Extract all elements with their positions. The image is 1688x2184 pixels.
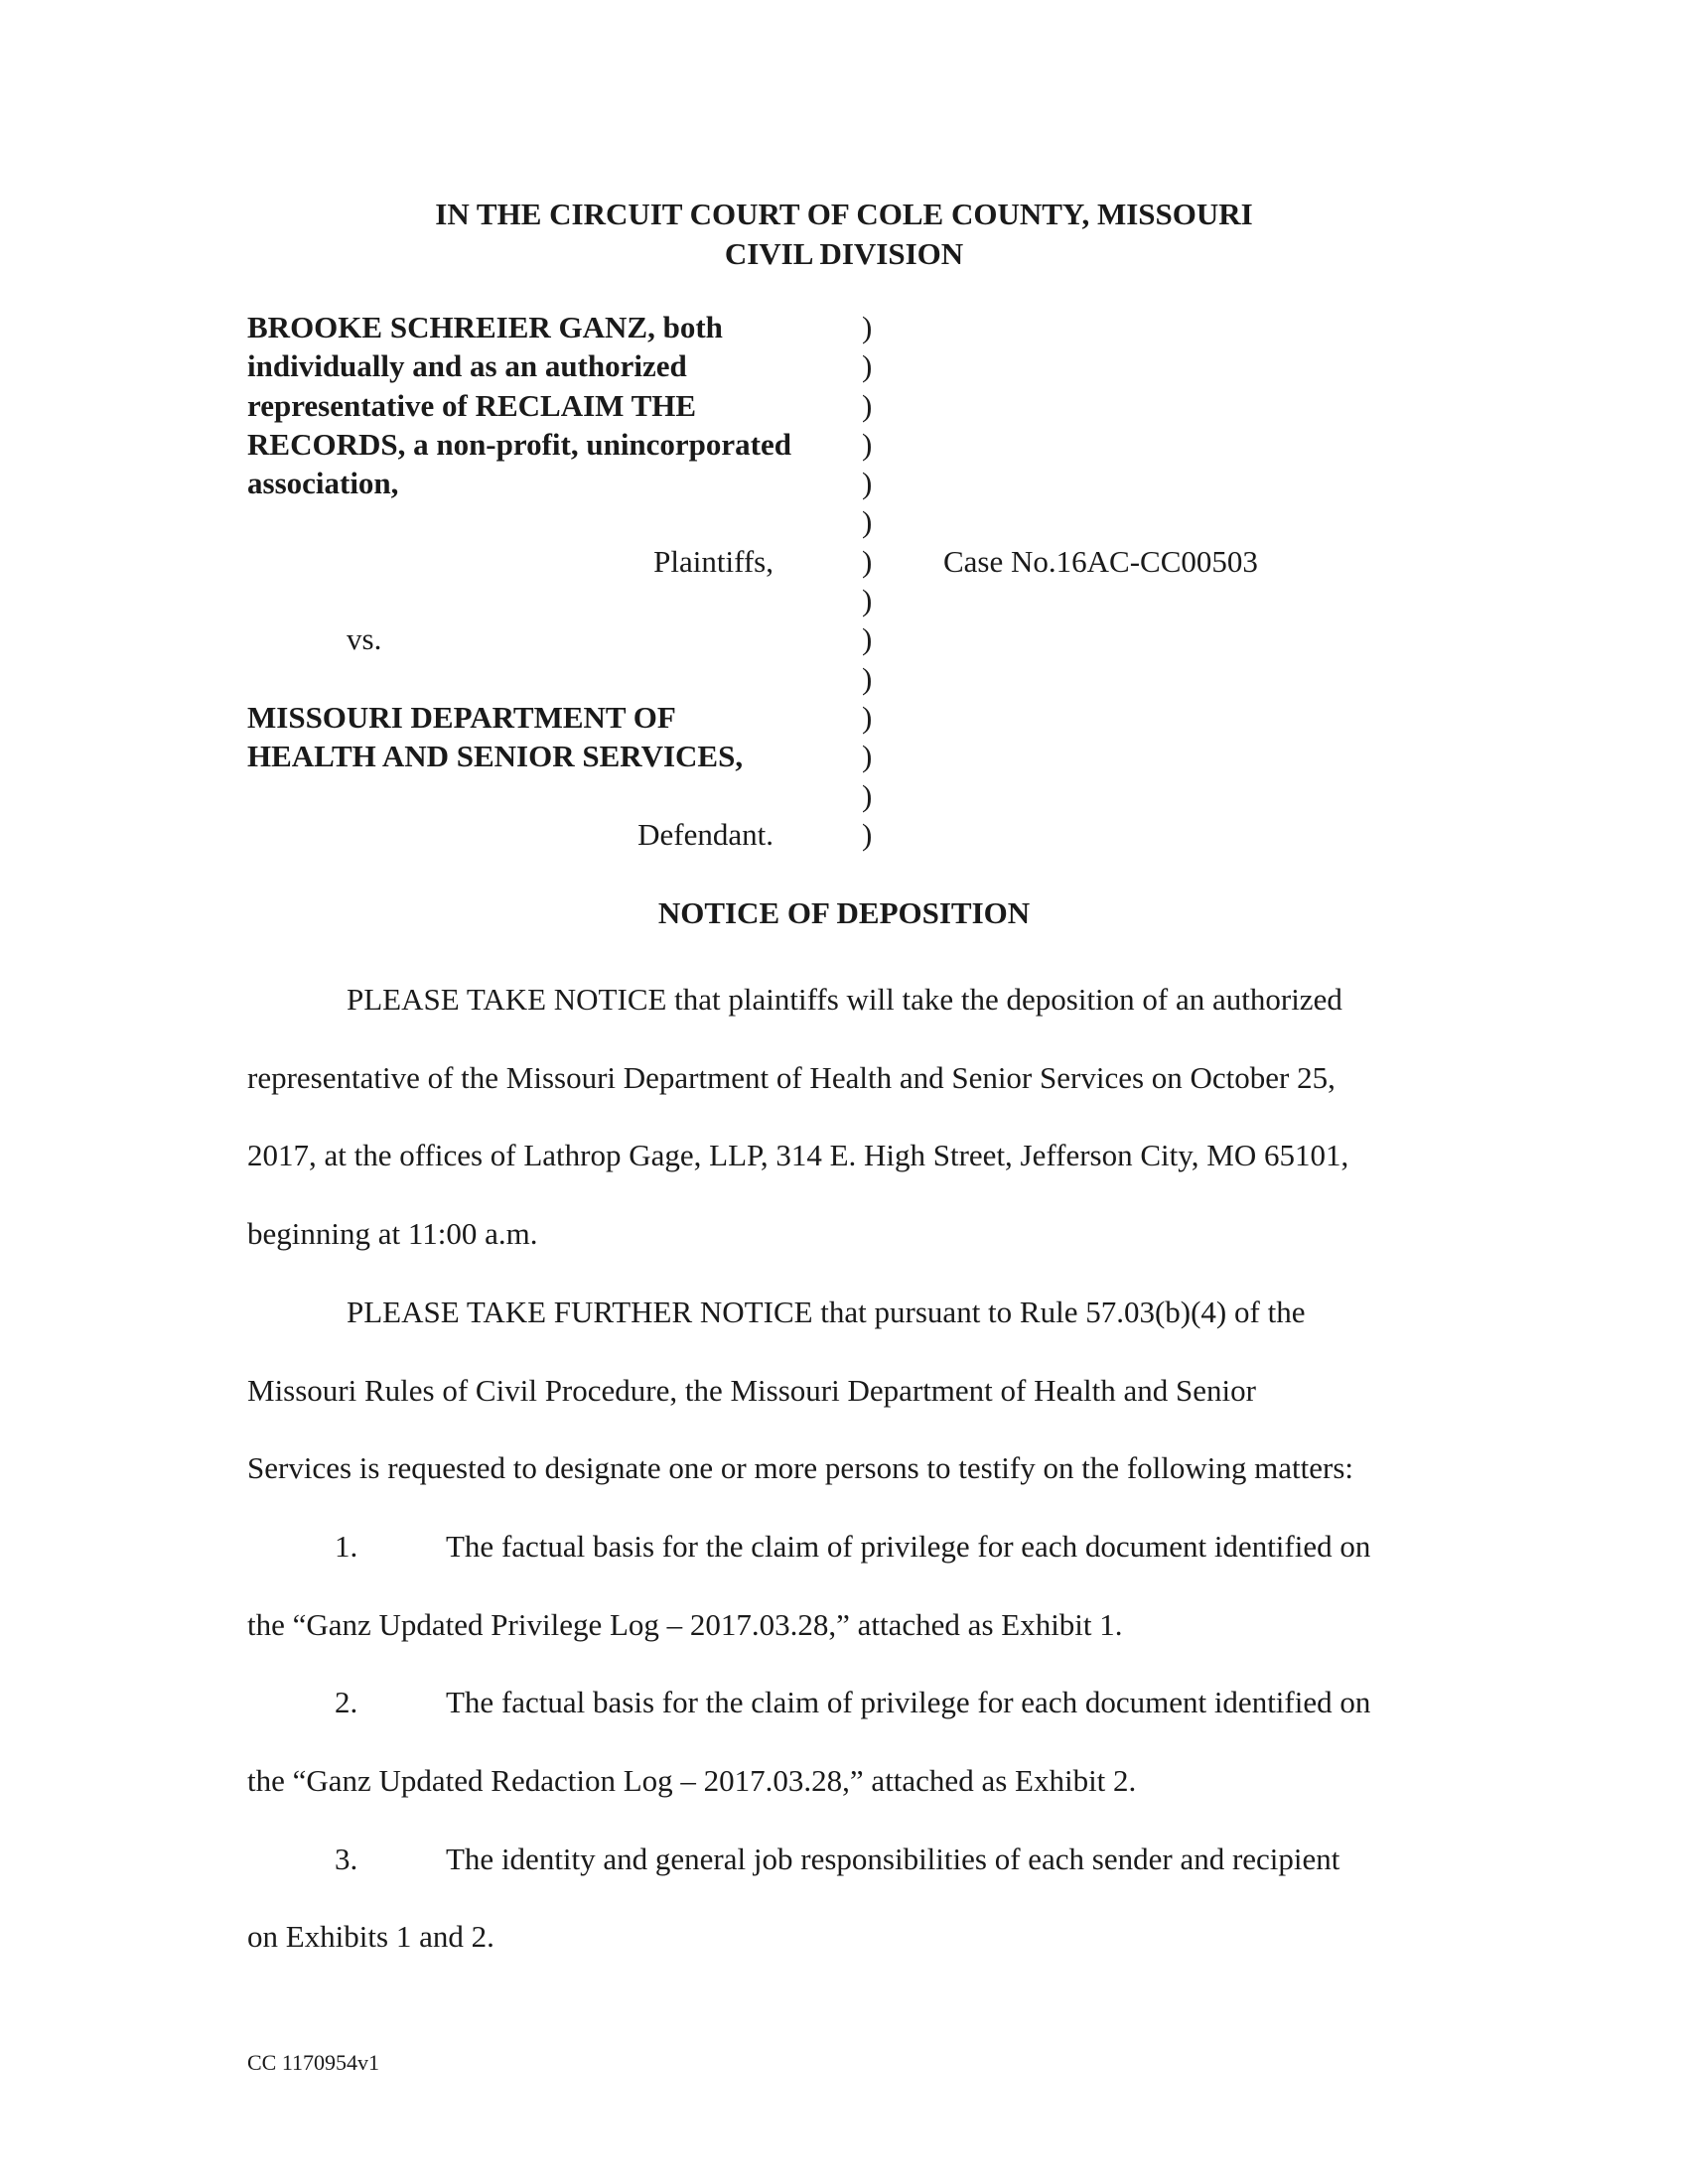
court-name: IN THE CIRCUIT COURT OF COLE COUNTY, MISSOURI bbox=[435, 197, 1253, 231]
text-line: The identity and general job responsibilities of each sender and recipient bbox=[446, 1841, 1340, 1876]
document-id: CC 1170954v1 bbox=[247, 2050, 380, 2075]
text-line: 2017, at the offices of Lathrop Gage, LLP, 314 E. High Street, Jefferson City, MO 65101, bbox=[247, 1138, 1349, 1173]
item-number: 2. bbox=[335, 1685, 358, 1720]
caption-parenthesis-column bbox=[862, 308, 882, 854]
caption-paren: ) bbox=[862, 777, 873, 813]
caption-paren: ) bbox=[862, 583, 873, 618]
defendant-role: Defendant. bbox=[637, 816, 774, 852]
matter-item bbox=[247, 1664, 1439, 1820]
court-division: CIVIL DIVISION bbox=[724, 236, 964, 271]
versus-label: vs. bbox=[347, 621, 382, 657]
caption-paren: ) bbox=[862, 816, 873, 852]
text-line: Missouri Rules of Civil Procedure, the Missouri Department of Health and Senior bbox=[247, 1372, 1256, 1408]
matter-item bbox=[247, 1508, 1439, 1664]
defendant-line: HEALTH AND SENIOR SERVICES, bbox=[247, 739, 744, 774]
notice-body bbox=[247, 961, 1439, 1977]
notice-title: NOTICE OF DEPOSITION bbox=[657, 895, 1031, 930]
text-line: on Exhibits 1 and 2. bbox=[247, 1919, 494, 1955]
paragraph-notice bbox=[247, 961, 1439, 1274]
caption-spacer bbox=[247, 502, 843, 541]
text-line: representative of the Missouri Department of Health and Senior Services on October 25, bbox=[247, 1059, 1336, 1095]
caption-paren: ) bbox=[862, 660, 873, 696]
plaintiff-line: representative of RECLAIM THE bbox=[247, 387, 697, 423]
plaintiff-role: Plaintiffs, bbox=[653, 543, 774, 579]
case-caption bbox=[247, 308, 843, 854]
text-line: the “Ganz Updated Privilege Log – 2017.03.28,” attached as Exhibit 1. bbox=[247, 1606, 1123, 1642]
text-line: The factual basis for the claim of privilege for each document identified on bbox=[446, 1528, 1371, 1564]
case-number: Case No.16AC-CC00503 bbox=[943, 544, 1258, 579]
caption-paren: ) bbox=[862, 310, 873, 344]
court-heading bbox=[0, 195, 1688, 274]
item-number: 3. bbox=[335, 1841, 358, 1876]
caption-paren: ) bbox=[862, 621, 873, 657]
text-line: The factual basis for the claim of privilege for each document identified on bbox=[446, 1685, 1371, 1720]
caption-paren: ) bbox=[862, 466, 873, 501]
matter-item bbox=[247, 1821, 1439, 1977]
caption-paren: ) bbox=[862, 504, 873, 540]
caption-paren: ) bbox=[862, 699, 873, 735]
plaintiff-line: association, bbox=[247, 466, 399, 501]
paragraph-further-notice bbox=[247, 1274, 1439, 1508]
caption-paren: ) bbox=[862, 387, 873, 423]
plaintiff-line: individually and as an authorized bbox=[247, 348, 687, 384]
caption-paren: ) bbox=[862, 348, 873, 384]
caption-spacer bbox=[247, 581, 843, 619]
plaintiff-line: BROOKE SCHREIER GANZ, both bbox=[247, 310, 723, 344]
caption-paren: ) bbox=[862, 543, 873, 579]
caption-paren: ) bbox=[862, 739, 873, 774]
item-number: 1. bbox=[335, 1528, 358, 1564]
text-line: beginning at 11:00 a.m. bbox=[247, 1216, 538, 1252]
caption-spacer bbox=[247, 776, 843, 815]
text-line: the “Ganz Updated Redaction Log – 2017.03.28,” attached as Exhibit 2. bbox=[247, 1763, 1137, 1799]
text-line: Services is requested to designate one or more persons to testify on the following matters: bbox=[247, 1450, 1354, 1486]
caption-paren: ) bbox=[862, 426, 873, 462]
text-line: PLEASE TAKE FURTHER NOTICE that pursuant to Rule 57.03(b)(4) of the bbox=[347, 1294, 1306, 1329]
text-line: PLEASE TAKE NOTICE that plaintiffs will take the deposition of an authorized bbox=[347, 982, 1342, 1017]
plaintiff-line: RECORDS, a non-profit, unincorporated bbox=[247, 426, 792, 462]
defendant-line: MISSOURI DEPARTMENT OF bbox=[247, 699, 676, 735]
caption-spacer bbox=[247, 659, 843, 698]
